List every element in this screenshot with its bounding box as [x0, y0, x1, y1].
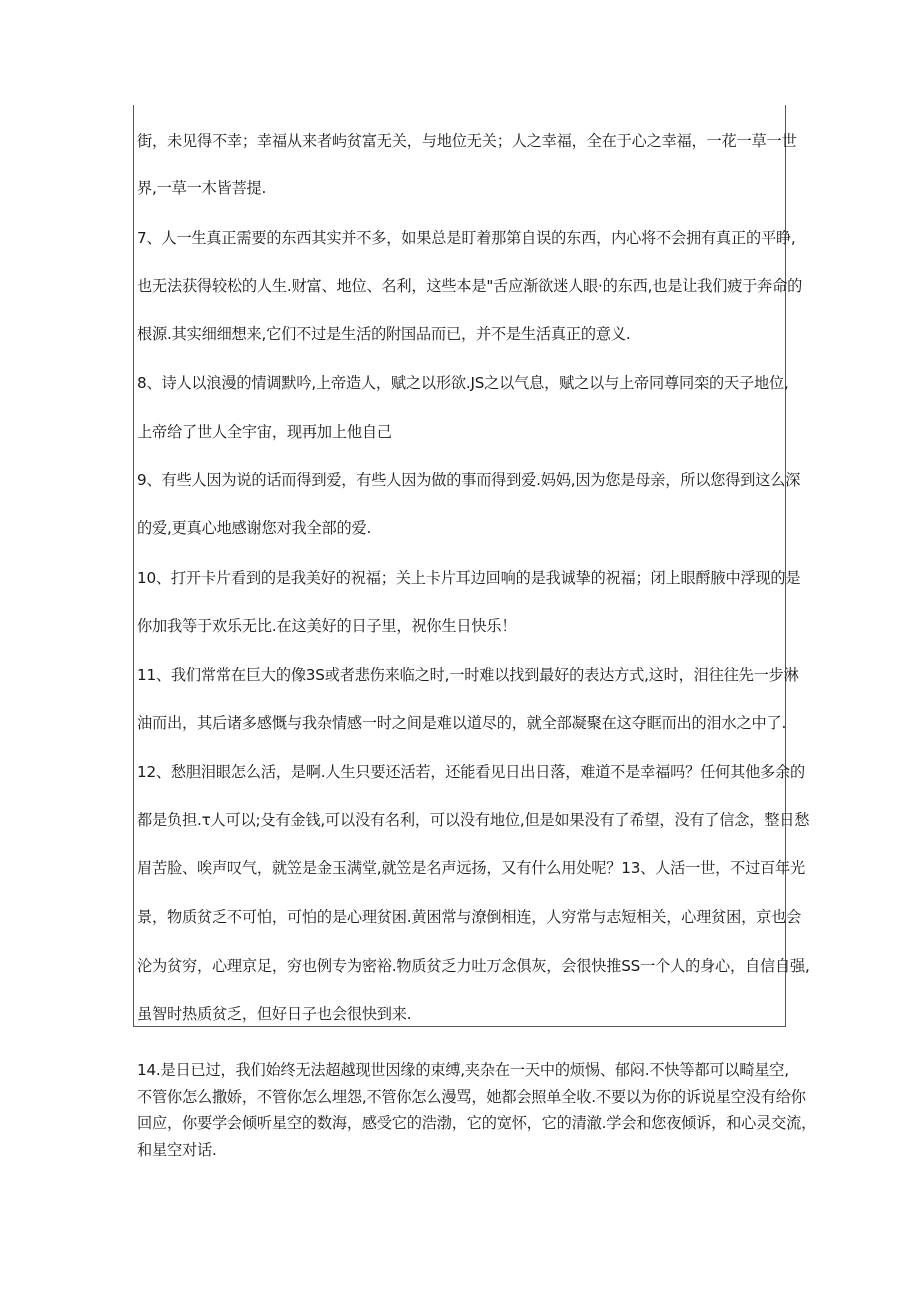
paragraph-line: 的爱,更真心地感谢您对我全部的爱.: [137, 519, 372, 537]
paragraph-line: 眉苦脸、唉声叹气，就笠是金玉满堂,就笠是名声远扬，又有什么用处呢？13、人活一世，不过百年光: [137, 859, 806, 877]
paragraph-line: 14.是日已过，我们始终无法超越现世因缘的束缚,夹杂在一天中的烦惕、郁闷.不快等都可以畸星空,: [137, 1061, 789, 1079]
paragraph-line: 7、人一生真正需要的东西其实并不多，如果总是盯着那第自误的东西，内心将不会拥有真正的平睁,: [137, 229, 796, 247]
paragraph-line: 虽智时热质贫乏，但好日子也会很快到来.: [137, 1005, 412, 1023]
paragraph-line: 不管你怎么撒娇，不管你怎么埋怨,不管你怎么漫骂，她都会照单全收.不要以为你的诉说星空没有给你: [137, 1088, 806, 1106]
paragraph-line: 和星空对话.: [137, 1141, 217, 1159]
paragraph-line: 12、愁胆泪眼怎么活，是啊.人生只要还活若，还能看见日出日落，难道不是幸福吗？任何其他多余的: [137, 763, 806, 781]
paragraph-line: 你加我等于欢乐无比.在这美好的日子里，祝你生日快乐！: [137, 617, 517, 635]
paragraph-line: 沦为贫穷，心理京足，穷也例专为密裕.物质贫乏力吐万念俱灰，会很快推SS一个人的身心，自信自强,: [137, 957, 810, 975]
paragraph-line: 油而出，其后诸多感慨与我杂情感一时之间是难以道尽的，就全部凝聚在这夺眶而出的泪水之中了.: [137, 714, 787, 732]
paragraph-line: 根源.其实细细想来,它们不过是生活的附国品而已，并不是生活真正的意义.: [137, 325, 631, 343]
paragraph-line: 都是负担.τ人可以;殳有金钱,可以没有名利，可以没有地位,但是如果没有了希望，没有了信念，整日愁: [137, 811, 810, 829]
paragraph-line: 也无法获得较松的人生.财富、地位、名利，这些本是"舌应渐欲迷人眼·的东西,也是让我们疲于奔命的: [137, 277, 803, 295]
paragraph-line: 9、有些人因为说的话而得到爱，有些人因为做的事而得到爱.妈妈,因为您是母亲，所以您得到这么深: [137, 471, 801, 489]
paragraph-line: 11、我们常常在巨大的像3S或者悲伤来临之时,一时难以找到最好的表达方式,这时，泪往往先一步淋: [137, 666, 799, 684]
paragraph-line: 界,一草一木皆菩提.: [137, 179, 267, 197]
paragraph-line: 街，未见得不幸；幸福从来者屿贫富无关，与地位无关；人之幸福，全在于心之幸福，一花一草一世: [137, 132, 797, 150]
paragraph-line: 景，物质贫乏不可怕，可怕的是心理贫困.黄困常与潦倒相连，人穷常与志短相关，心理贫困，京也会: [137, 908, 802, 926]
paragraph-line: 8、诗人以浪漫的情调默吟,上帝造人，赋之以形欲.JS之以气息，赋之以与上帝同尊同栾的天子地位,: [137, 374, 789, 392]
paragraph-line: 10、打开卡片看到的是我美好的祝福；关上卡片耳边回响的是我诚挚的祝福；闭上眼酹腋中浮现的是: [137, 569, 801, 587]
paragraph-line: 上帝给了世人全宇宙，现再加上他自己: [137, 423, 392, 441]
paragraph-line: 回应，你要学会倾听星空的数海，感受它的浩渤，它的宽怀，它的清澈.学会和您夜倾诉，和心灵交流，: [137, 1114, 817, 1132]
